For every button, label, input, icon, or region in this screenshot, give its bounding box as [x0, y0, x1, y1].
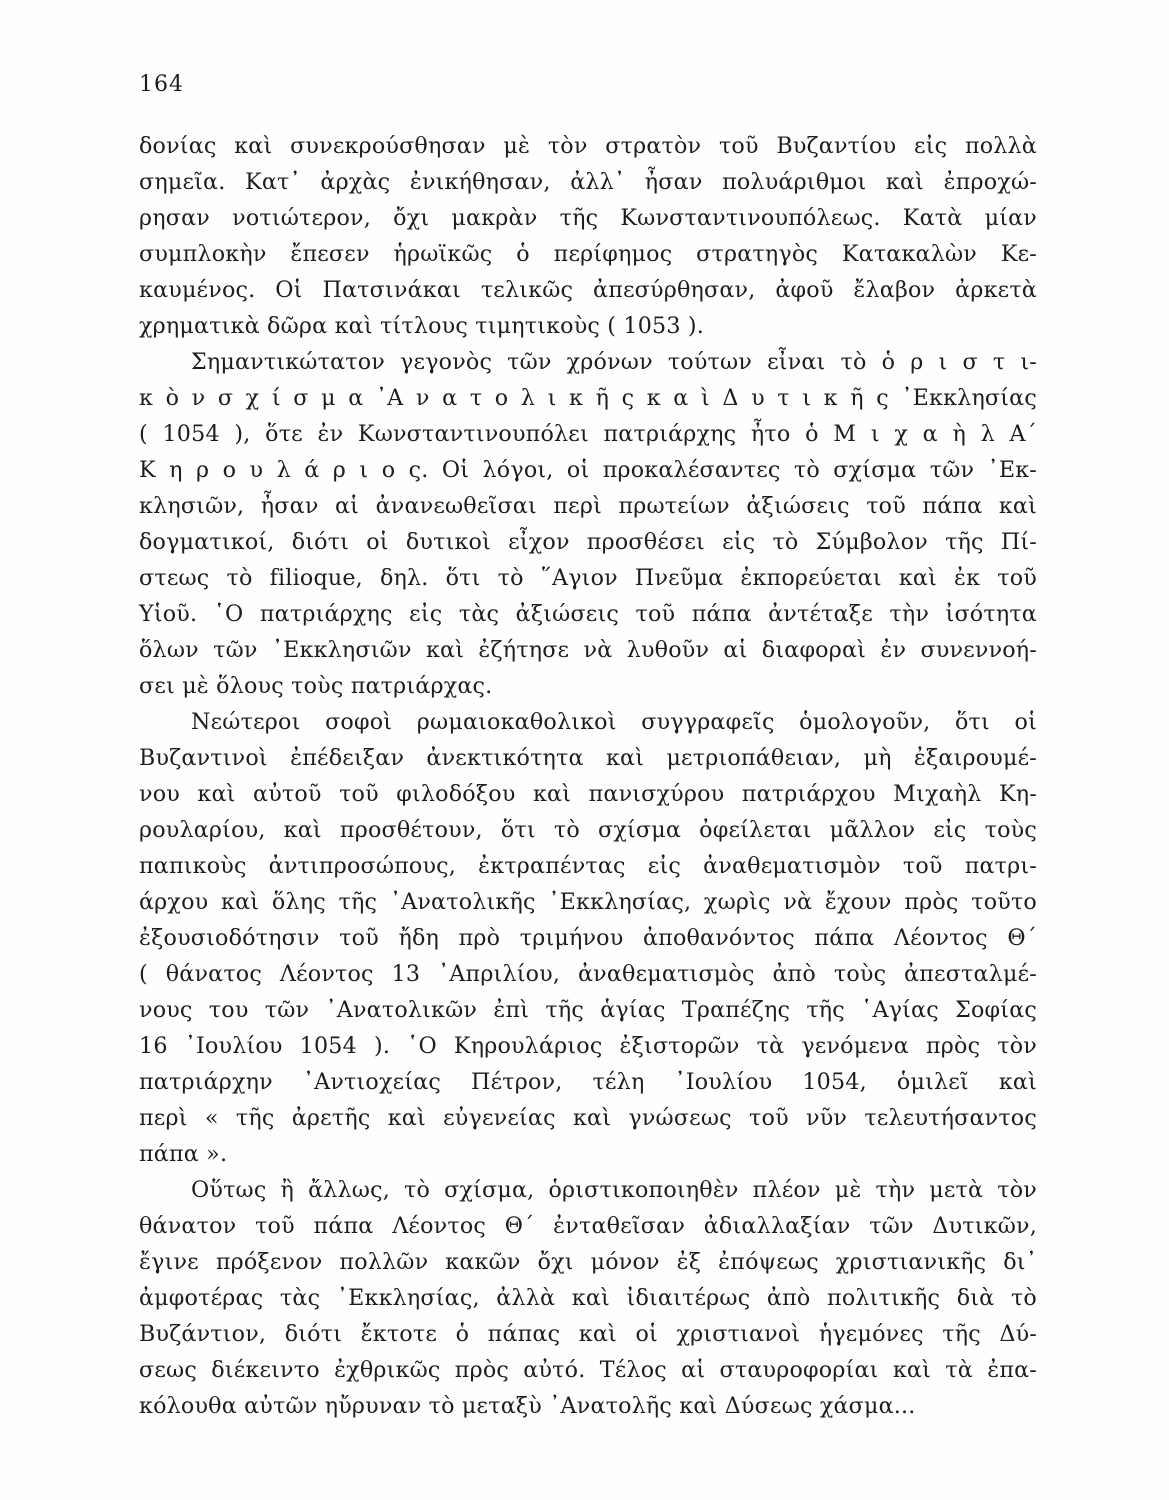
text-line: ( 1054 ), ὅτε ἐν Κωνσταντινουπόλει πατριάρχης ἦτο ὁ Μ ι χ α ὴ λ Α´ — [139, 421, 1037, 447]
text-line: νου καὶ αὐτοῦ τοῦ φιλοδόξου καὶ πανισχύρου πατριάρχου Μιχαὴλ Κη- — [139, 781, 1037, 807]
text-line: δονίας καὶ συνεκρούσθησαν μὲ τὸν στρατὸν τοῦ Βυζαντίου εἰς πολλὰ — [139, 133, 1037, 159]
text-line: σημεῖα. Κατ᾽ ἀρχὰς ἐνικήθησαν, ἀλλ᾽ ἦσαν πολυάριθμοι καὶ ἐπροχώ- — [139, 169, 1037, 195]
body-text — [139, 128, 1037, 1424]
text-line: κλησιῶν, ἦσαν αἱ ἀνανεωθεῖσαι περὶ πρωτείων ἀξιώσεις τοῦ πάπα καὶ — [139, 493, 1037, 519]
text-line: κόλουθα αὐτῶν ηὔρυναν τὸ μεταξὺ ᾽Ανατολῆς καὶ Δύσεως χάσμα... — [139, 1393, 916, 1419]
text-line: θάνατον τοῦ πάπα Λέοντος Θ´ ἐνταθεῖσαν ἀδιαλλαξίαν τῶν Δυτικῶν, — [139, 1213, 1037, 1239]
text-line: ρουλαρίου, καὶ προσθέτουν, ὅτι τὸ σχίσμα ὀφείλεται μᾶλλον εἰς τοὺς — [139, 817, 1037, 843]
text-line: παπικοὺς ἀντιπροσώπους, ἐκτραπέντας εἰς ἀναθεματισμὸν τοῦ πατρι- — [139, 853, 1037, 879]
page-number: 164 — [139, 72, 184, 97]
text-line: 16 ᾽Ιουλίου 1054 ). ῾Ο Κηρουλάριος ἐξιστορῶν τὰ γενόμενα πρὸς τὸν — [139, 1033, 1037, 1059]
paragraph-start-line: Νεώτεροι σοφοὶ ρωμαιοκαθολικοὶ συγγραφεῖς ὁμολογοῦν, ὅτι οἱ — [191, 709, 1037, 735]
text-line: δογματικοί, διότι οἱ δυτικοὶ εἶχον προσθέσει εἰς τὸ Σύμβολον τῆς Πί- — [139, 529, 1037, 555]
text-line: Βυζαντινοὶ ἐπέδειξαν ἀνεκτικότητα καὶ μετριοπάθειαν, μὴ ἐξαιρουμέ- — [139, 745, 1037, 771]
text-line: Υἱοῦ. ῾Ο πατριάρχης εἰς τὰς ἀξιώσεις τοῦ πάπα ἀντέταξε τὴν ἰσότητα — [139, 601, 1037, 627]
text-line: ἀμφοτέρας τὰς ᾽Εκκλησίας, ἀλλὰ καὶ ἰδιαιτέρως ἀπὸ πολιτικῆς διὰ τὸ — [139, 1285, 1037, 1311]
text-line: χρηματικὰ δῶρα καὶ τίτλους τιμητικοὺς ( 1053 ). — [139, 313, 705, 339]
text-line: καυμένος. Οἱ Πατσινάκαι τελικῶς ἀπεσύρθησαν, ἀφοῦ ἔλαβον ἀρκετὰ — [139, 277, 1037, 303]
paragraph-start-line: Σημαντικώτατον γεγονὸς τῶν χρόνων τούτων εἶναι τὸ ὁ ρ ι σ τ ι- — [191, 349, 1037, 375]
paragraph-start-line: Οὕτως ἢ ἄλλως, τὸ σχίσμα, ὁριστικοποιηθὲν πλέον μὲ τὴν μετὰ τὸν — [191, 1177, 1037, 1203]
text-line: κ ὸ ν σ χ ί σ μ α ᾽Α ν α τ ο λ ι κ ῆ ς κ α ὶ Δ υ τ ι κ ῆ ς ᾽Εκκλησίας — [139, 385, 1037, 411]
text-line: ρησαν νοτιώτερον, ὄχι μακρὰν τῆς Κωνσταντινουπόλεως. Κατὰ μίαν — [139, 205, 1037, 231]
text-line: συμπλοκὴν ἔπεσεν ἡρωϊκῶς ὁ περίφημος στρατηγὸς Κατακαλὼν Κε- — [139, 241, 1037, 267]
text-line: περὶ « τῆς ἀρετῆς καὶ εὐγενείας καὶ γνώσεως τοῦ νῦν τελευτήσαντος — [139, 1105, 1037, 1131]
text-line: ἔγινε πρόξενον πολλῶν κακῶν ὄχι μόνον ἐξ ἐπόψεως χριστιανικῆς δι᾽ — [139, 1249, 1037, 1275]
text-line: πάπα ». — [139, 1141, 228, 1167]
text-line: ὅλων τῶν ᾽Εκκλησιῶν καὶ ἐζήτησε νὰ λυθοῦν αἱ διαφοραὶ ἐν συνεννοή- — [139, 637, 1037, 663]
text-line: Βυζάντιον, διότι ἔκτοτε ὁ πάπας καὶ οἱ χριστιανοὶ ἡγεμόνες τῆς Δύ- — [139, 1321, 1037, 1347]
text-line: άρχου καὶ ὅλης τῆς ᾽Ανατολικῆς ᾽Εκκλησίας, χωρὶς νὰ ἔχουν πρὸς τοῦτο — [139, 889, 1037, 915]
text-line: πατριάρχην ᾽Αντιοχείας Πέτρον, τέλη ᾽Ιουλίου 1054, ὁμιλεῖ καὶ — [139, 1069, 1037, 1095]
text-line: σεως διέκειντο ἐχθρικῶς πρὸς αὐτό. Τέλος αἱ σταυροφορίαι καὶ τὰ ἐπα- — [139, 1357, 1037, 1383]
text-line: νους του τῶν ᾽Ανατολικῶν ἐπὶ τῆς ἁγίας Τραπέζης τῆς ῾Αγίας Σοφίας — [139, 997, 1037, 1023]
text-line: σει μὲ ὅλους τοὺς πατριάρχας. — [139, 673, 493, 699]
text-line: ( θάνατος Λέοντος 13 ᾽Απριλίου, ἀναθεματισμὸς ἀπὸ τοὺς ἀπεσταλμέ- — [139, 961, 1037, 987]
text-line: Κ η ρ ο υ λ ά ρ ι ο ς. Οἱ λόγοι, οἱ προκαλέσαντες τὸ σχίσμα τῶν ᾽Εκ- — [139, 457, 1037, 483]
text-line: ἐξουσιοδότησιν τοῦ ἤδη πρὸ τριμήνου ἀποθανόντος πάπα Λέοντος Θ´ — [139, 925, 1037, 951]
text-line: στεως τὸ filioque, δηλ. ὅτι τὸ ῞Αγιον Πνεῦμα ἐκπορεύεται καὶ ἐκ τοῦ — [139, 565, 1037, 591]
